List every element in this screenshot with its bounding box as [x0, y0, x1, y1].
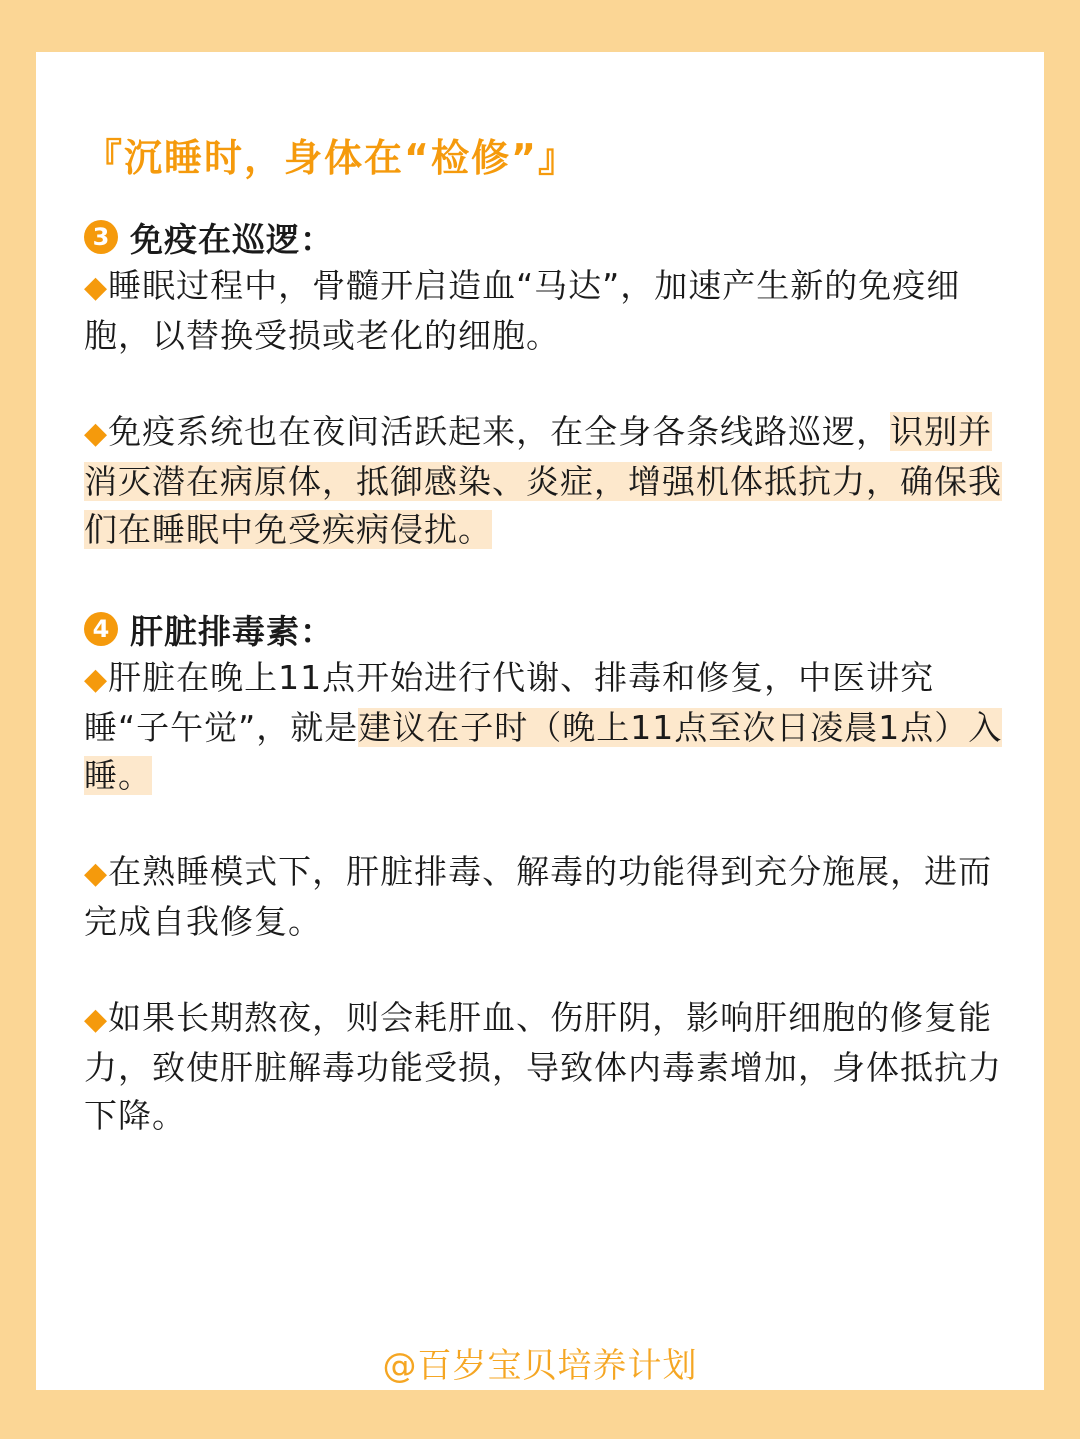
- number-badge-4: 4: [84, 612, 118, 646]
- paragraph-text: 免疫系统也在夜间活跃起来，在全身各条线路巡逻，: [108, 412, 891, 451]
- diamond-bullet-icon: ◆: [84, 1002, 109, 1037]
- content-card: [36, 52, 1044, 1390]
- account-watermark: @百岁宝贝培养计划: [382, 1346, 698, 1386]
- paragraph-text: 肝脏在晚上11点开始进行代谢、排毒和修复，中医讲究睡“子午觉”，就是: [84, 658, 935, 747]
- highlighted-text: 建议在子时（晚上11点至次日凌晨1点）入睡。: [84, 708, 1003, 795]
- diamond-bullet-icon: ◆: [84, 662, 109, 697]
- paragraph-text: 睡眠过程中，骨髓开启造血“马达”，加速产生新的免疫细胞，以替换受损或老化的细胞。: [84, 266, 961, 355]
- section-immune-heading: [84, 212, 1004, 262]
- paragraph-immune-patrol: [84, 408, 1004, 554]
- paragraph-liver-timing: [84, 654, 1004, 800]
- page-title: 『沉睡时，身体在“检修”』: [84, 136, 578, 180]
- diamond-bullet-icon: ◆: [84, 856, 109, 891]
- paragraph-stay-up-late: [84, 994, 1004, 1140]
- diamond-bullet-icon: ◆: [84, 416, 109, 451]
- paragraph-text: 在熟睡模式下，肝脏排毒、解毒的功能得到充分施展，进而完成自我修复。: [84, 852, 993, 941]
- section-title-liver: 肝脏排毒素：: [130, 611, 334, 651]
- section-liver-heading: [84, 604, 1004, 654]
- diamond-bullet-icon: ◆: [84, 270, 109, 305]
- highlighted-text: 识别并消灭潜在病原体，抵御感染、炎症，增强机体抵抗力，确保我们在睡眠中免受疾病侵扰。: [84, 412, 1002, 549]
- paragraph-deep-sleep: [84, 848, 1004, 946]
- article-body: [84, 126, 1004, 1140]
- paragraph-bone-marrow: [84, 262, 1004, 360]
- section-title-immune: 免疫在巡逻：: [130, 219, 334, 259]
- paragraph-text: 如果长期熬夜，则会耗肝血、伤肝阴，影响肝细胞的修复能力，致使肝脏解毒功能受损，导致体内毒素增加，身体抵抗力下降。: [84, 998, 1002, 1135]
- number-badge-3: 3: [84, 220, 118, 254]
